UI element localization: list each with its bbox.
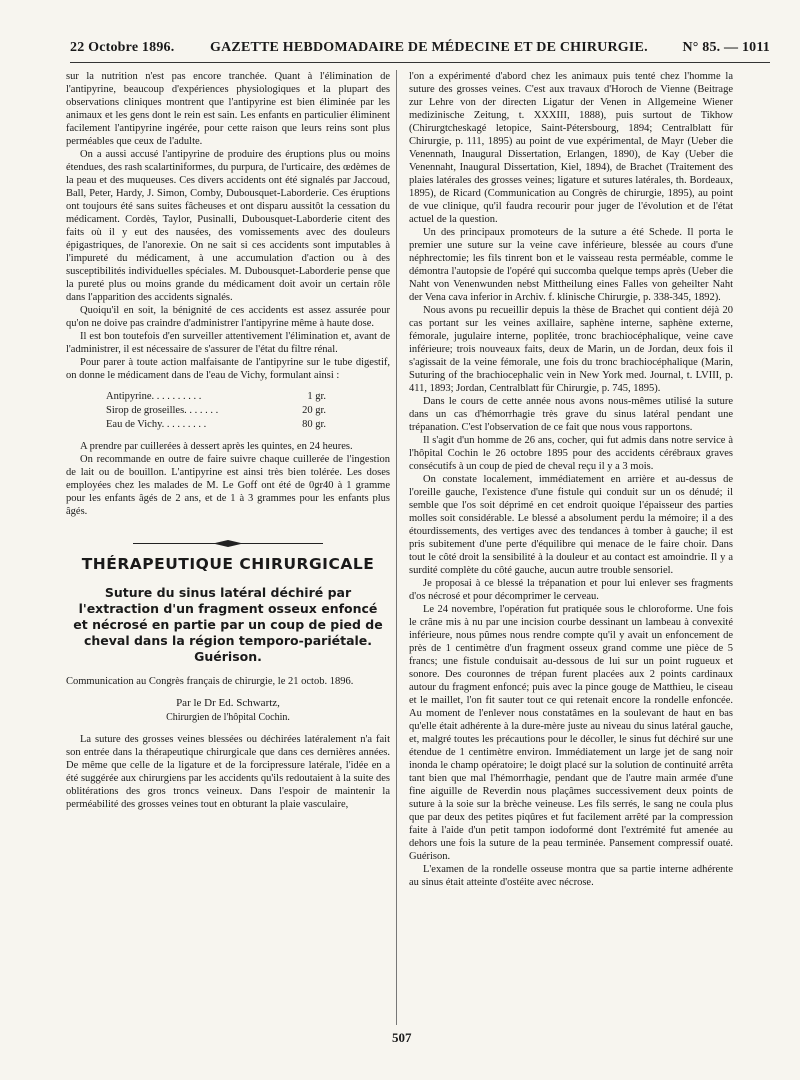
left-column [66,70,390,811]
author-byline: Par le Dr Ed. Schwartz, [176,697,280,709]
ingredient-name: Sirop de groseilles. . . . . . . [106,405,219,416]
issue-date: 22 Octobre 1896. [70,40,175,55]
paragraph: L'examen de la rondelle osseuse montra que sa partie interne adhérente au sinus était atteinte d'ostéite avec nécrose. [409,864,733,888]
column-divider [396,70,397,1025]
paragraph: A prendre par cuillerées à dessert après les quintes, en 24 heures. [80,441,353,452]
issue-number: N° 85. — 1011 [682,40,770,55]
paragraph: On a aussi accusé l'antipyrine de produire des éruptions plus ou moins étendues, des rash scalartiniformes, du purpura, de l'urticaire, des œdèmes de la peau et des muqueuses. Ces divers accidents ont été signalés par Jaccoud, Ball, Peter, Hardy, J. Simon, Comby, Dubousquet-Laborderie. Ces éruptions ont toujours été sans suites fâcheuses et ont disparu aussitôt la cessation du médicament. Cordès, Taylor, Pusinalli, Dubousquet-Laborderie citent des faits où il y eut des nausées, des vomissements avec des douleurs épigastriques, de l'anorexie. On ne sait si ces accidents sont imputables à l'impureté du médicament, à une accumulation d'action ou à des susceptibilités individuelles spéciales. M. Dubousquet-Laborderie pense que la pureté plus ou moins grande du médicament doit avoir un certain rôle dans l'apparition des accidents signalés. [66,149,390,303]
paragraph: Il est bon toutefois d'en surveiller attentivement l'élimination et, avant de l'administrer, il est nécessaire de s'assurer de l'état du filtre rénal. [66,331,390,355]
paragraph: Pour parer à toute action malfaisante de l'antipyrine sur le tube digestif, on donne le médicament dans de l'eau de Vichy, formulant ainsi : [66,357,390,381]
ingredient-qty: 20 gr. [302,405,326,416]
section-ornament [133,540,323,548]
paragraph: On recommande en outre de faire suivre chaque cuillerée de l'ingestion de lait ou de bouillon. L'antipyrine est ainsi très bien tolérée. Les doses employées chez les malades de M. Le Goff ont été de 0gr40 à 1 gramme pour les enfants âgés de 2 ans, et de 1 à 3 grammes pour les enfants plus âgés. [66,454,390,517]
ingredient-name: Antipyrine. . . . . . . . . . [106,391,202,402]
communication-note: Communication au Congrès français de chirurgie, le 21 octob. 1896. [66,676,354,687]
page-number: 507 [392,1030,412,1045]
journal-title: GAZETTE HEBDOMADAIRE DE MÉDECINE ET DE CHIRURGIE. [210,40,648,55]
article-title: Suture du sinus latéral déchiré par l'extraction d'un fragment osseux enfoncé et nécrosé en partie par un coup de pied de cheval dans la région temporo-pariétale. Guérison. [73,585,383,664]
right-column [409,70,733,889]
paragraph: sur la nutrition n'est pas encore tranchée. Quant à l'élimination de l'antipyrine, beaucoup d'expériences physiologiques et la plupart des observations cliniques montrent que l'antipyrine est bien éliminée par les animaux et les gens dont le rein est sain. Les enfants en particulier éliminent facilement l'antipyrine ingérée, pour cette raison que leurs reins sont plus perméables que ceux de l'adulte. [66,71,390,147]
paragraph: Je proposai à ce blessé la trépanation et pour lui enlever ses fragments d'os nécrosé et pour décomprimer le cerveau. [409,578,733,602]
header-rule [70,62,770,63]
paragraph: On constate localement, immédiatement en arrière et au-dessus de l'oreille gauche, l'existence d'une fistule qui conduit sur un os dénudé; il semble que l'os soit déprimé en cet endroit quoique l'épaisseur des parties molles soit considérable. Le blessé a absolument perdu la mémoire; il a des étourdissements, des vertiges avec des tendances à tomber à gauche; il est pris subitement d'une perte d'équilibre qui menace de le faire choir. Dans tout le côté droit la sensibilité à la douleur et au contact est amoindrie. Il y a surdité complète du côté gauche, aucun autre trouble sensoriel. [409,474,733,576]
ingredient-qty: 80 gr. [302,419,326,430]
paragraph: Dans le cours de cette année nous avons nous-mêmes utilisé la suture dans un cas d'hémorrhagie très grave du sinus latéral pendant une trépanation. C'est l'observation de ce fait que nous vous rapportons. [409,396,733,433]
paragraph: La suture des grosses veines blessées ou déchirées latéralement n'a fait son entrée dans la thérapeutique chirurgicale que dans ces dernières années. De même que celle de la ligature et de la forcipressure latérale, l'idée en a été suggérée aux chirurgiens par les accidents qu'ils redoutaient à la suite des oblitérations des gros troncs veineux. Dans l'espoir de maintenir la perméabilité des grosses veines tout en obturant la plaie vasculaire, [66,734,390,810]
paragraph: Il s'agit d'un homme de 26 ans, cocher, qui fut admis dans notre service à l'hôpital Cochin le 26 octobre 1895 pour des accidents cérébraux graves consécutifs à un coup de pied de cheval reçu il y a 3 mois. [409,435,733,472]
ingredient-qty: 1 gr. [307,391,326,402]
prescription [106,390,390,432]
ingredient-name: Eau de Vichy. . . . . . . . . [106,419,207,430]
section-title: THÉRAPEUTIQUE CHIRURGICALE [81,555,375,573]
prescription-line [106,390,326,404]
paragraph: Nous avons pu recueillir depuis la thèse de Brachet qui contient déjà 20 cas portant sur les veines axillaire, saphène interne, saphène externe, fémorale, jugulaire interne, poplitée, tronc brachiocéphalique, veine cave inférieure; trois nouveaux faits, deux de Marin, un de Jordan, deux fois il s'agissait de la veine fémorale, une fois du tronc brachiocéphalique (Marin, Suturing of the brachiocephalic vein in New York med. Journal, t. LVIII, p. 411, 1893; Jordan, Centralblatt für Chirurgie, p. 745, 1895). [409,305,733,394]
prescription-line [106,418,326,432]
running-header [70,38,770,60]
paragraph: l'on a expérimenté d'abord chez les animaux puis tenté chez l'homme la suture des grosses veines. C'est aux travaux d'Horoch de Vienne (Beitrage zur Lehre von der directen Ligatur der Venen in Allgemeine Wiener medizinische Zeitung, t. XXXIII, 1888), puis surtout de Tikhow (Chirurgtcheskagé letopice, Saint-Pétersbourg, 1894; Centralblatt für Chirurgie, p. 111, 1895) au point de vue expérimental, de Mayr (Ueber die Venennath, Inaugural Dissertation, Erlangen, 1890), de Kay (Ueber die Venennaht, Inaugural Dissertation, Kiel, 1894), de Brachet (Traitement des plaies latérales des grosses veines; ligature et sutures latérales, th. Bordeaux, 1895), de Ricard (Communication au Congrès de chirurgie, 1895), au point de vue clinique, qu'il faudra recourir pour juger de l'évolution et de l'état actuel de la question. [409,71,733,225]
paragraph: Le 24 novembre, l'opération fut pratiquée sous le chloroforme. Une fois le crâne mis à nu par une incision courbe dessinant un lambeau à convexité inférieure, nous pûmes nous rendre compte qu'il y avait un enfoncement de près de 1 centimètre d'un fragment osseux grand comme une pièce de 5 francs; une fistule conduisait au-dessous de lui sur un point rugueux et sonore. Des couronnes de trépan furent placées aux 2 points cardinaux autour du fragment enfoncé; puis avec la pince gouge de Matthieu, le ciseau et le maillet, l'on fit sauter tout ce qui retenait encore la rondelle enfoncée. Au moment de l'enlever nous constatâmes en la soulevant de haut en bas qu'elle était adhérente à la dure-mère juste au niveau du sinus latéral gauche, et, malgré toutes les précautions pour le décoller, le sinus fut déchiré sur une étendue de 1 centimètre environ. Immédiatement un large jet de sang noir inonda le champ opératoire; le doigt placé sur la solution de continuité arrêta tant bien que mal l'hémorrhagie, pendant que de l'autre main armée d'une fine aiguille de Reverdin nous plaçâmes successivement deux points de suture à la soie sur la brèche veineuse. Les fils serrés, le sang ne coula plus que par deux des petites piqûres et fut facilement arrêté par la compression faite à l'aide d'un petit tampon iodoformé dont l'extrémité fut amenée au dehors une fois la suture de la peau terminée. Pansement compressif ouaté. Guérison. [409,604,733,862]
paragraph: Quoiqu'il en soit, la bénignité de ces accidents est assez assurée pour qu'on ne doive pas craindre d'administrer l'antipyrine même à haute dose. [66,305,390,329]
author-affiliation: Chirurgien de l'hôpital Cochin. [166,712,290,723]
prescription-line [106,404,326,418]
paragraph: Un des principaux promoteurs de la suture a été Schede. Il porta le premier une suture sur la veine cave inférieure, blessée au cours d'une néphrectomie; les fils tinrent bon et le vaisseau resta perméable, comme le démontra l'autopsie de l'opéré qui succomba quelque temps après (Ueber die Naht von Venenwunden nebst Mittheilung eines Falles von geheilter Naht der Vena cava inferior in Archiv. f. klinische Chirurgie, p. 338-345, 1892). [409,227,733,303]
